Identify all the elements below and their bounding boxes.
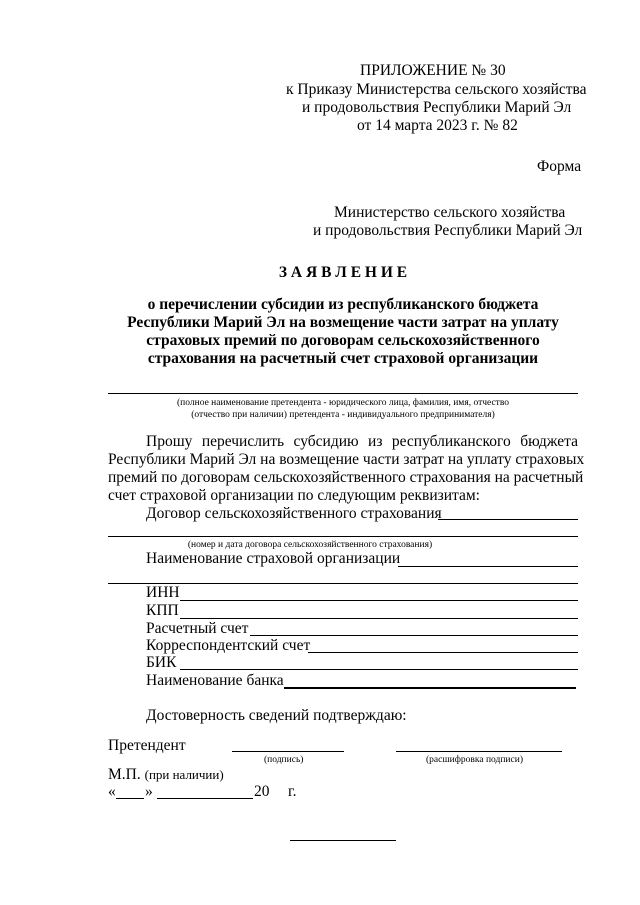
account-field-line[interactable] — [250, 635, 578, 636]
document-title: З А Я В Л Е Н И Е — [278, 264, 408, 281]
date-day-line[interactable] — [116, 798, 144, 799]
form-label: Форма — [537, 158, 582, 175]
applicant-hint-line-2: (отчество при наличии) претендента - индивидуального предпринимателя) — [191, 410, 495, 420]
inn-field-line[interactable] — [180, 600, 578, 601]
decode-hint: (расшифровка подписи) — [426, 755, 523, 765]
applicant-name-line[interactable] — [108, 393, 578, 394]
appendix-date-line: от 14 марта 2023 г. № 82 — [357, 117, 518, 134]
date-close-quote: » — [145, 783, 153, 800]
appendix-order-line: к Приказу Министерства сельского хозяйства — [286, 81, 587, 98]
appendix-ministry-line: и продовольствия Республики Марий Эл — [302, 99, 572, 116]
stamp-label: М.П. — [108, 766, 141, 783]
inn-label: ИНН — [146, 584, 180, 601]
subtitle-line-4: страхования на расчетный счет страховой организации — [147, 350, 539, 367]
body-line-4: счет страховой организации по следующим реквизитам: — [108, 487, 480, 504]
bik-label: БИК — [146, 654, 177, 671]
year-prefix: 20 — [254, 783, 270, 800]
kpp-field-line[interactable] — [180, 618, 578, 619]
body-line-3: премий по договорам сельскохозяйственного страхования на расчетный — [108, 469, 584, 486]
signature-line[interactable] — [232, 751, 344, 752]
signature-decode-line[interactable] — [396, 751, 562, 752]
contract-field-line-2[interactable] — [108, 536, 578, 537]
addressee-line-1: Министерство сельского хозяйства — [334, 204, 566, 221]
body-line-2: Республики Марий Эл на возмещение части затрат на уплату страховых — [108, 451, 585, 468]
closing-rule — [290, 840, 396, 841]
body-line-1: Прошу перечислить субсидию из республиканского бюджета — [146, 433, 578, 450]
contract-label: Договор сельскохозяйственного страхования — [146, 505, 442, 522]
subtitle-line-2: Республики Марий Эл на возмещение части затрат на уплату — [127, 314, 559, 331]
date-month-line[interactable] — [157, 798, 253, 799]
stamp-note: (при наличии) — [144, 767, 224, 782]
contract-hint: (номер и дата договора сельскохозяйственного страхования) — [187, 540, 433, 550]
stamp-row — [108, 766, 224, 784]
account-label: Расчетный счет — [146, 620, 249, 637]
insurer-label: Наименование страховой организации — [146, 550, 401, 567]
addressee-line-2: и продовольствия Республики Марий Эл — [313, 222, 583, 239]
insurer-field-line[interactable] — [398, 566, 578, 567]
appendix-number: ПРИЛОЖЕНИЕ № 30 — [360, 62, 506, 79]
applicant-hint-line-1: (полное наименование претендента - юридического лица, фамилия, имя, отчество — [177, 398, 509, 408]
subtitle-line-3: страховых премий по договорам сельскохозяйственного — [146, 332, 540, 349]
contract-field-line[interactable] — [438, 519, 578, 520]
bank-label: Наименование банка — [146, 672, 284, 689]
bank-field-line[interactable] — [284, 687, 576, 689]
kpp-label: КПП — [146, 602, 179, 619]
confirm-text: Достоверность сведений подтверждаю: — [146, 707, 407, 724]
applicant-label: Претендент — [108, 737, 186, 754]
subtitle-line-1: о перечислении субсидии из республиканского бюджета — [147, 296, 539, 313]
corr-account-field-line[interactable] — [308, 652, 578, 653]
signature-hint: (подпись) — [264, 755, 304, 765]
date-open-quote: « — [108, 783, 116, 800]
corr-account-label: Корреспондентский счет — [146, 637, 311, 654]
bik-field-line[interactable] — [180, 669, 578, 670]
year-suffix: г. — [288, 783, 297, 800]
